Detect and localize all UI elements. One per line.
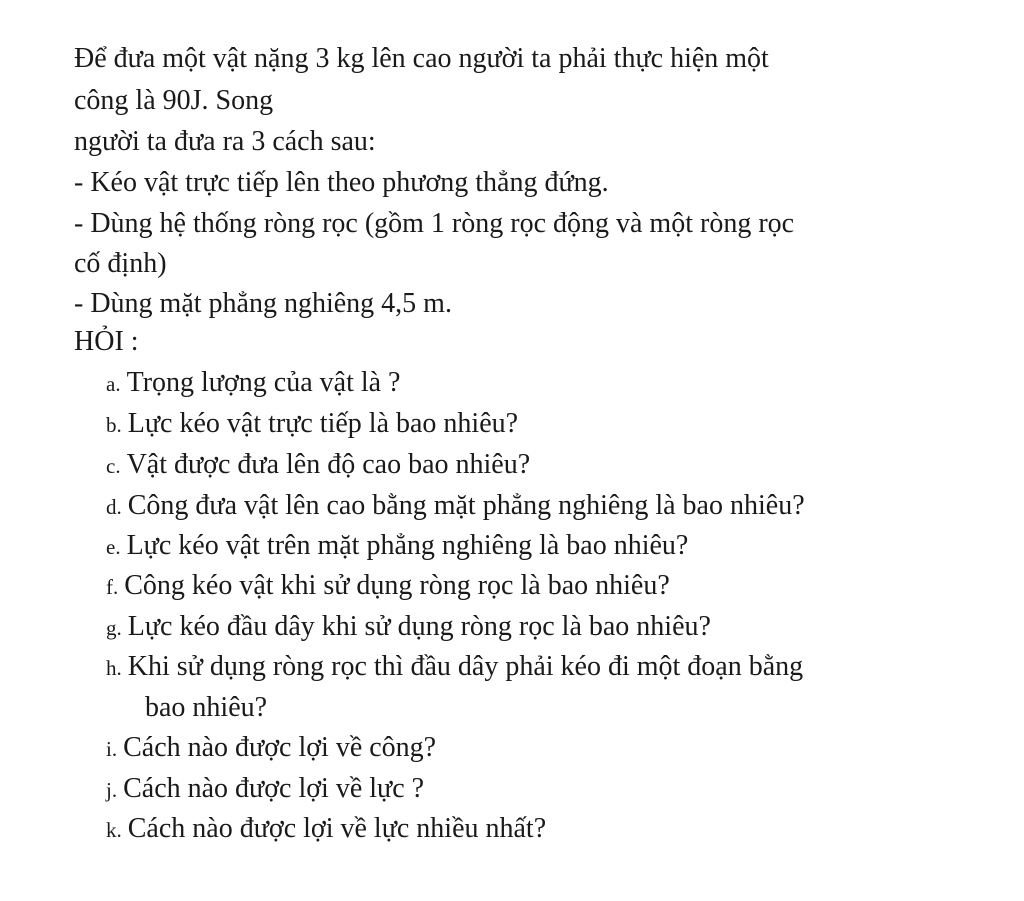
question-heading: HỎI : (74, 326, 139, 357)
question-marker: e. (106, 535, 121, 559)
question-marker: c. (106, 454, 121, 478)
method-1: - Kéo vật trực tiếp lên theo phương thẳng đứng. (74, 167, 609, 198)
method-3: - Dùng mặt phẳng nghiêng 4,5 m. (74, 288, 452, 319)
question-marker: k. (106, 818, 122, 842)
question-marker: i. (106, 737, 118, 761)
question-marker: h. (106, 656, 122, 680)
question-g (106, 610, 711, 645)
question-a (106, 366, 400, 401)
intro-line-3: người ta đưa ra 3 cách sau: (74, 126, 376, 157)
question-text: Cách nào được lợi về lực nhiều nhất? (127, 813, 547, 844)
question-i (106, 731, 436, 766)
question-text: Khi sử dụng ròng rọc thì đầu dây phải kéo đi một đoạn bằng (127, 651, 804, 682)
question-text: Lực kéo vật trực tiếp là bao nhiêu? (127, 408, 519, 439)
question-text: Công đưa vật lên cao bằng mặt phẳng nghiêng là bao nhiêu? (127, 490, 805, 521)
question-text: Cách nào được lợi về công? (123, 732, 437, 763)
question-text: Trọng lượng của vật là ? (126, 367, 401, 398)
question-k (106, 812, 546, 847)
question-text: Lực kéo vật trên mặt phẳng nghiêng là bao nhiêu? (126, 530, 689, 561)
question-marker: f. (106, 575, 119, 599)
question-marker: d. (106, 495, 122, 519)
method-2-line-2: cố định) (74, 248, 167, 279)
question-d (106, 489, 805, 524)
question-marker: a. (106, 372, 121, 396)
question-text: Cách nào được lợi về lực ? (123, 773, 425, 804)
intro-line-1: Để đưa một vật nặng 3 kg lên cao người ta phải thực hiện một (74, 43, 769, 74)
question-b (106, 407, 518, 442)
method-2-line-1: - Dùng hệ thống ròng rọc (gồm 1 ròng rọc động và một ròng rọc (74, 208, 795, 239)
question-c (106, 448, 530, 483)
question-h-continuation: bao nhiêu? (145, 692, 268, 723)
question-text: Lực kéo đầu dây khi sử dụng ròng rọc là bao nhiêu? (127, 611, 711, 642)
question-h (106, 650, 803, 685)
question-marker: b. (106, 413, 122, 437)
intro-line-2: công là 90J. Song (74, 85, 274, 116)
question-e (106, 529, 688, 564)
question-marker: g. (106, 616, 122, 640)
question-j (106, 772, 424, 807)
question-marker: j. (106, 778, 118, 802)
question-text: Vật được đưa lên độ cao bao nhiêu? (126, 449, 531, 480)
question-f (106, 569, 670, 604)
question-text: Công kéo vật khi sử dụng ròng rọc là bao nhiêu? (124, 570, 670, 601)
